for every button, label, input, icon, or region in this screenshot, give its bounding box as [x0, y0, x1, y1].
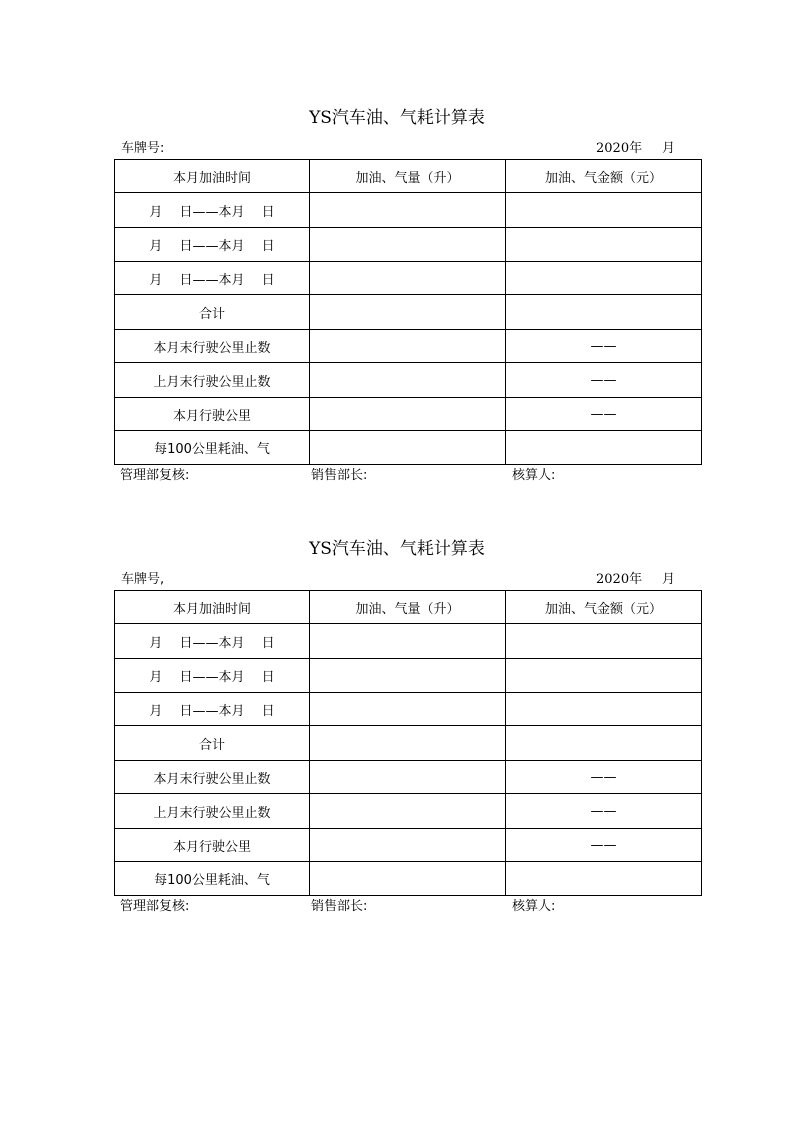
row-label: 上月末行驶公里止数 — [115, 363, 310, 398]
table-row — [115, 794, 702, 829]
row-label: 月 日——本月 日 — [115, 659, 310, 693]
amount-cell[interactable] — [506, 193, 702, 228]
volume-cell[interactable] — [310, 363, 506, 398]
form-1-footer — [114, 467, 698, 485]
form-1-meta-line — [114, 140, 698, 158]
volume-cell[interactable] — [310, 193, 506, 228]
table-row — [115, 693, 702, 726]
header-fuel-volume: 加油、气量（升） — [310, 591, 506, 624]
row-label: 本月末行驶公里止数 — [115, 761, 310, 794]
header-refuel-time: 本月加油时间 — [115, 591, 310, 624]
header-fuel-amount: 加油、气金额（元） — [506, 160, 702, 193]
row-label: 每100公里耗油、气 — [115, 862, 310, 896]
volume-cell[interactable] — [310, 398, 506, 431]
volume-cell[interactable] — [310, 228, 506, 262]
table-row — [115, 761, 702, 794]
table-row — [115, 363, 702, 398]
form-1-table — [114, 159, 702, 465]
dash-cell: —— — [506, 794, 702, 829]
table-row — [115, 228, 702, 262]
sales-director-label: 销售部长: — [311, 468, 368, 483]
accountant-label: 核算人: — [512, 468, 556, 483]
table-row — [115, 330, 702, 363]
row-label: 本月行驶公里 — [115, 829, 310, 862]
volume-cell[interactable] — [310, 624, 506, 659]
volume-cell[interactable] — [310, 659, 506, 693]
volume-cell[interactable] — [310, 295, 506, 330]
amount-cell[interactable] — [506, 693, 702, 726]
table-row — [115, 193, 702, 228]
row-label: 月 日——本月 日 — [115, 228, 310, 262]
volume-cell[interactable] — [310, 862, 506, 896]
header-refuel-time: 本月加油时间 — [115, 160, 310, 193]
dash-cell: —— — [506, 829, 702, 862]
row-label: 月 日——本月 日 — [115, 624, 310, 659]
form-2-title: YS汽车油、气耗计算表 — [309, 539, 485, 559]
amount-cell[interactable] — [506, 228, 702, 262]
table-row — [115, 398, 702, 431]
table-row — [115, 431, 702, 465]
header-fuel-volume: 加油、气量（升） — [310, 160, 506, 193]
volume-cell[interactable] — [310, 726, 506, 761]
form-2-table — [114, 590, 702, 896]
accountant-label: 核算人: — [512, 899, 556, 914]
row-label: 本月末行驶公里止数 — [115, 330, 310, 363]
volume-cell[interactable] — [310, 431, 506, 465]
year-label: 2020年 — [596, 141, 643, 156]
form-2-meta-line — [114, 571, 698, 589]
amount-cell[interactable] — [506, 862, 702, 896]
plate-number-label: 车牌号: — [121, 141, 165, 156]
volume-cell[interactable] — [310, 829, 506, 862]
month-label: 月 — [662, 141, 676, 156]
admin-review-label: 管理部复核: — [120, 899, 190, 914]
dash-cell: —— — [506, 330, 702, 363]
table-row — [115, 624, 702, 659]
row-label-total: 合计 — [115, 295, 310, 330]
table-row — [115, 726, 702, 761]
volume-cell[interactable] — [310, 761, 506, 794]
amount-cell[interactable] — [506, 431, 702, 465]
row-label: 每100公里耗油、气 — [115, 431, 310, 465]
sales-director-label: 销售部长: — [311, 899, 368, 914]
row-label: 月 日——本月 日 — [115, 193, 310, 228]
dash-cell: —— — [506, 363, 702, 398]
amount-cell[interactable] — [506, 726, 702, 761]
year-label: 2020年 — [596, 572, 643, 587]
row-label: 月 日——本月 日 — [115, 693, 310, 726]
table-header-row — [115, 160, 702, 193]
header-fuel-amount: 加油、气金额（元） — [506, 591, 702, 624]
dash-cell: —— — [506, 398, 702, 431]
row-label: 本月行驶公里 — [115, 398, 310, 431]
table-row — [115, 262, 702, 295]
month-label: 月 — [662, 572, 676, 587]
volume-cell[interactable] — [310, 693, 506, 726]
table-row — [115, 829, 702, 862]
volume-cell[interactable] — [310, 262, 506, 295]
row-label: 月 日——本月 日 — [115, 262, 310, 295]
volume-cell[interactable] — [310, 330, 506, 363]
amount-cell[interactable] — [506, 624, 702, 659]
dash-cell: —— — [506, 761, 702, 794]
plate-number-label: 车牌号, — [121, 572, 165, 587]
form-2-footer — [114, 898, 698, 916]
amount-cell[interactable] — [506, 262, 702, 295]
table-row — [115, 862, 702, 896]
admin-review-label: 管理部复核: — [120, 468, 190, 483]
row-label: 上月末行驶公里止数 — [115, 794, 310, 829]
amount-cell[interactable] — [506, 295, 702, 330]
table-row — [115, 295, 702, 330]
table-header-row — [115, 591, 702, 624]
row-label-total: 合计 — [115, 726, 310, 761]
amount-cell[interactable] — [506, 659, 702, 693]
form-1-title: YS汽车油、气耗计算表 — [309, 108, 485, 128]
volume-cell[interactable] — [310, 794, 506, 829]
table-row — [115, 659, 702, 693]
